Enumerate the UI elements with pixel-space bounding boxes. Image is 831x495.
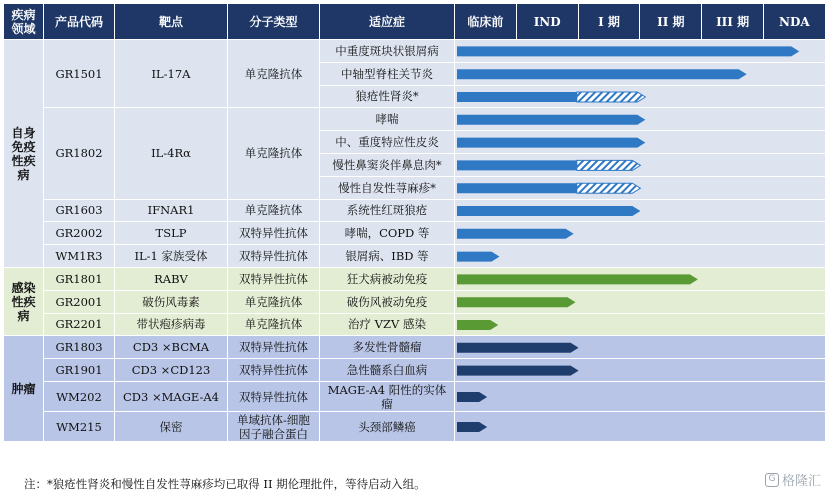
- progress-bar: [457, 160, 585, 170]
- indication-cell: 狼疮性肾炎*: [320, 86, 455, 109]
- product-molecule: 单克隆抗体: [228, 108, 320, 199]
- pending-bar: [577, 160, 641, 170]
- product-code: GR2001: [44, 291, 115, 314]
- product-code: GR2201: [44, 314, 115, 337]
- product-target: IL-4Rα: [115, 108, 228, 199]
- indication-cell: 中重度斑块状银屑病: [320, 40, 455, 63]
- product-target: 带状疱疹病毒: [115, 314, 228, 337]
- header-disease-area: 疾病 领域: [4, 4, 44, 40]
- header-indication: 适应症: [320, 4, 455, 40]
- product-code: GR1501: [44, 40, 115, 108]
- header-stage: NDA: [764, 4, 826, 40]
- indication-cell: 头颈部鳞癌: [320, 412, 455, 442]
- product-target: 破伤风毒素: [115, 291, 228, 314]
- watermark-logo: G: [765, 473, 779, 487]
- product-target: IL-17A: [115, 40, 228, 108]
- indication-cell: 多发性骨髓瘤: [320, 336, 455, 359]
- product-molecule: 双特异性抗体: [228, 245, 320, 268]
- product-molecule: 单克隆抗体: [228, 291, 320, 314]
- product-target: 保密: [115, 412, 228, 442]
- footnote: 注：*狼疮性肾炎和慢性自发性荨麻疹均已取得 II 期伦理批件，等待启动入组。: [24, 477, 426, 491]
- product-target: CD3 ×CD123: [115, 359, 228, 382]
- indication-cell: MAGE-A4 阳性的实体 瘤: [320, 382, 455, 412]
- product-molecule: 双特异性抗体: [228, 336, 320, 359]
- product-target: IL-1 家族受体: [115, 245, 228, 268]
- product-molecule: 双特异性抗体: [228, 222, 320, 245]
- pending-bar: [577, 183, 641, 193]
- disease-area-cell: 肿瘤: [4, 336, 44, 442]
- product-molecule: 单克隆抗体: [228, 314, 320, 337]
- product-code: GR1803: [44, 336, 115, 359]
- indication-cell: 治疗 VZV 感染: [320, 314, 455, 337]
- indication-cell: 中、重度特应性皮炎: [320, 131, 455, 154]
- progress-bar: [457, 320, 498, 330]
- progress-bar: [457, 138, 645, 148]
- watermark-text: 格隆汇: [781, 474, 821, 489]
- header-code: 产品代码: [44, 4, 115, 40]
- indication-cell: 破伤风被动免疫: [320, 291, 455, 314]
- product-molecule: 单克隆抗体: [228, 40, 320, 108]
- product-molecule: 单克隆抗体: [228, 200, 320, 223]
- indication-cell: 系统性红斑狼疮: [320, 200, 455, 223]
- header-target: 靶点: [115, 4, 228, 40]
- progress-bar: [457, 297, 576, 307]
- product-code: GR1603: [44, 200, 115, 223]
- header-stage: IND: [517, 4, 579, 40]
- header-stage: II 期: [640, 4, 702, 40]
- progress-bar: [457, 392, 487, 402]
- indication-cell: 中轴型脊柱关节炎: [320, 63, 455, 86]
- progress-bar: [457, 422, 487, 432]
- product-target: CD3 ×BCMA: [115, 336, 228, 359]
- product-code: GR1901: [44, 359, 115, 382]
- pending-bar: [577, 92, 646, 102]
- header-molecule: 分子类型: [228, 4, 320, 40]
- indication-cell: 银屑病、IBD 等: [320, 245, 455, 268]
- header-stage: III 期: [702, 4, 764, 40]
- product-code: WM215: [44, 412, 115, 442]
- product-code: GR1801: [44, 268, 115, 291]
- indication-cell: 急性髓系白血病: [320, 359, 455, 382]
- indication-cell: 狂犬病被动免疫: [320, 268, 455, 291]
- product-molecule: 双特异性抗体: [228, 359, 320, 382]
- product-target: TSLP: [115, 222, 228, 245]
- progress-bar: [457, 115, 645, 125]
- progress-bar: [457, 343, 579, 353]
- progress-bar: [457, 252, 499, 262]
- product-code: GR2002: [44, 222, 115, 245]
- indication-cell: 哮喘: [320, 108, 455, 131]
- product-molecule: 双特异性抗体: [228, 268, 320, 291]
- disease-area-cell: 感染 性疾 病: [4, 268, 44, 336]
- disease-area-cell: 自身 免疫 性疾 病: [4, 40, 44, 268]
- product-target: CD3 ×MAGE-A4: [115, 382, 228, 412]
- progress-bar: [457, 366, 579, 376]
- header-stage: I 期: [579, 4, 641, 40]
- indication-cell: 哮喘，COPD 等: [320, 222, 455, 245]
- product-molecule: 单域抗体-细胞 因子融合蛋白: [228, 412, 320, 442]
- progress-bar: [457, 183, 585, 193]
- progress-bar: [457, 92, 585, 102]
- progress-bar: [457, 46, 799, 56]
- product-molecule: 双特异性抗体: [228, 382, 320, 412]
- product-code: GR1802: [44, 108, 115, 199]
- product-code: WM202: [44, 382, 115, 412]
- header-stage: 临床前: [455, 4, 517, 40]
- product-code: WM1R3: [44, 245, 115, 268]
- indication-cell: 慢性鼻窦炎伴鼻息肉*: [320, 154, 455, 177]
- product-target: IFNAR1: [115, 200, 228, 223]
- progress-bar: [457, 69, 747, 79]
- indication-cell: 慢性自发性荨麻疹*: [320, 177, 455, 200]
- progress-bar: [457, 206, 640, 216]
- progress-bar: [457, 274, 698, 284]
- product-target: RABV: [115, 268, 228, 291]
- progress-bar: [457, 229, 574, 239]
